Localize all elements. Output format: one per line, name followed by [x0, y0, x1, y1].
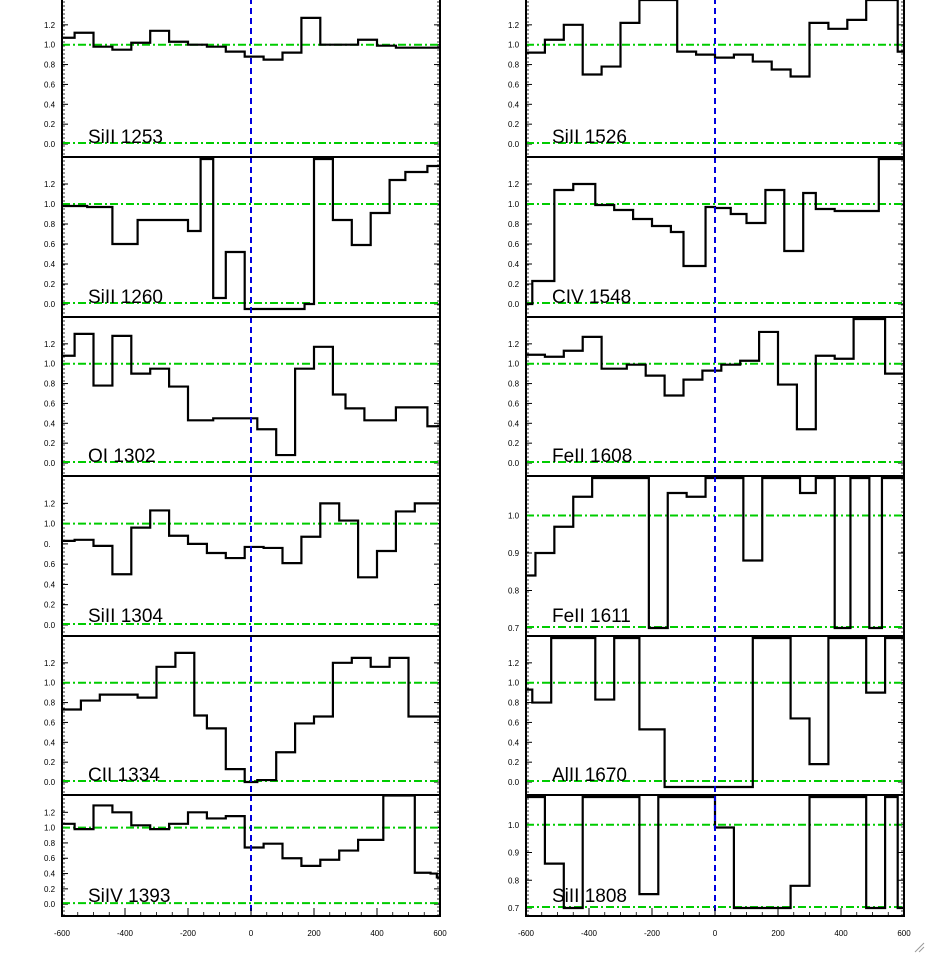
y-tick-label: 0.8: [508, 60, 520, 70]
panel-9: [508, 636, 904, 795]
x-tick-label: 400: [834, 929, 848, 938]
y-tick-label: 0.8: [44, 379, 56, 389]
x-tick-label: -600: [53, 929, 71, 938]
x-tick-label: 600: [897, 929, 911, 938]
y-tick-label: 0.0: [44, 778, 56, 788]
y-tick-label: 0.8: [44, 698, 56, 708]
ion-label: OI 1302: [88, 446, 156, 467]
y-tick-label: 0.4: [508, 419, 520, 429]
y-tick-label: 0.6: [508, 80, 520, 90]
y-tick-label: 0.8: [508, 586, 520, 596]
ion-label: CII 1334: [88, 765, 160, 786]
panel-0: [44, 0, 440, 157]
y-tick-label: 1.0: [44, 359, 56, 369]
x-tick-label: -400: [116, 929, 134, 938]
y-tick-label: 0.0: [508, 778, 520, 788]
y-tick-label: 1.0: [44, 823, 56, 833]
x-tick-label: 200: [307, 929, 321, 938]
y-tick-label: 0.6: [44, 718, 56, 728]
y-tick-label: 1.0: [508, 820, 520, 830]
x-tick-label: -600: [517, 929, 535, 938]
y-tick-label: 1.2: [44, 658, 56, 668]
ion-label: SiII 1260: [88, 287, 163, 308]
x-tick-label: 0: [248, 929, 254, 938]
y-tick-label: 1.0: [508, 359, 520, 369]
y-tick-label: 0.6: [44, 80, 56, 90]
y-tick-label: 1.2: [508, 339, 520, 349]
y-tick-label: 1.0: [508, 200, 520, 209]
y-tick-label: 0.9: [508, 549, 520, 558]
panel-4: [44, 317, 440, 476]
panel-2: [44, 157, 440, 317]
y-tick-label: 0.6: [44, 240, 56, 249]
y-tick-label: 1.2: [508, 658, 520, 668]
y-tick-label: 0.4: [44, 100, 56, 110]
y-tick-label: 0.8: [508, 876, 520, 886]
y-tick-label: 0.2: [508, 120, 520, 130]
y-tick-label: 1.2: [508, 180, 520, 189]
y-tick-label: 0.0: [44, 300, 56, 309]
y-tick-label: 0.2: [44, 280, 56, 289]
y-tick-label: 1.2: [44, 499, 56, 509]
y-tick-label: 1.2: [44, 180, 56, 189]
ion-label: FeII 1608: [552, 446, 633, 467]
y-tick-label: 0.7: [508, 904, 520, 913]
y-tick-label: 0.6: [44, 854, 56, 864]
y-tick-label: 0.6: [508, 240, 520, 249]
y-tick-label: 0.7: [508, 624, 520, 633]
y-tick-label: 0.4: [508, 100, 520, 110]
y-tick-label: 0.4: [508, 260, 520, 269]
y-tick-label: 1.0: [508, 678, 520, 688]
y-tick-label: 0.0: [44, 620, 56, 630]
y-tick-label: 0.4: [44, 869, 56, 879]
y-tick-label: 0.2: [44, 600, 56, 610]
x-tick-label: -200: [179, 929, 197, 938]
y-tick-label: 0.4: [508, 738, 520, 748]
ion-label: SiII 1526: [552, 127, 627, 148]
y-tick-label: 0.8: [44, 220, 56, 229]
y-tick-label: 0.4: [44, 738, 56, 748]
y-tick-label: 1.0: [44, 519, 56, 529]
y-tick-label: 0.8: [508, 379, 520, 389]
ion-label: CIV 1548: [552, 287, 632, 308]
y-tick-label: 0.2: [44, 120, 56, 130]
y-tick-label: 0.: [44, 539, 51, 549]
panel-6: [44, 476, 440, 636]
y-tick-label: 1.0: [44, 200, 56, 209]
y-tick-label: 0.0: [508, 300, 520, 309]
y-tick-label: 0.0: [44, 459, 56, 469]
y-tick-label: 0.6: [44, 399, 56, 409]
y-tick-label: 0.0: [44, 900, 56, 910]
ion-label: AlII 1670: [552, 765, 627, 786]
panel-1: [508, 0, 904, 157]
y-tick-label: 0.0: [44, 140, 56, 150]
y-tick-label: 1.0: [508, 40, 520, 50]
y-tick-label: 0.6: [44, 560, 56, 570]
ion-label: SiII 1808: [552, 886, 627, 907]
y-tick-label: 0.2: [44, 884, 56, 894]
y-tick-label: 1.2: [508, 20, 520, 30]
y-tick-label: 0.4: [44, 260, 56, 269]
y-tick-label: 0.2: [508, 439, 520, 449]
ion-label: FeII 1611: [552, 606, 631, 627]
y-tick-label: 0.2: [508, 280, 520, 289]
x-tick-label: 400: [370, 929, 384, 938]
panel-10: [44, 795, 440, 916]
panel-3: [508, 157, 904, 317]
y-tick-label: 0.8: [508, 220, 520, 229]
panel-11: [508, 795, 904, 916]
y-tick-label: 0.0: [508, 459, 520, 469]
y-tick-label: 0.2: [508, 758, 520, 768]
x-tick-label: 0: [712, 929, 718, 938]
ion-label: SiII 1253: [88, 127, 163, 148]
y-tick-label: 0.9: [508, 848, 520, 858]
panel-7: [508, 476, 904, 636]
y-tick-label: 0.6: [508, 718, 520, 728]
y-tick-label: 1.2: [44, 20, 56, 30]
y-tick-label: 0.8: [44, 60, 56, 70]
x-tick-label: -200: [643, 929, 661, 938]
y-tick-label: 0.4: [44, 580, 56, 590]
y-tick-label: 1.0: [44, 40, 56, 50]
y-tick-label: 1.0: [508, 511, 520, 521]
panel-5: [508, 317, 904, 476]
panel-8: [44, 636, 440, 795]
y-tick-label: 0.8: [508, 698, 520, 708]
y-tick-label: 1.2: [44, 808, 56, 818]
ion-label: SiII 1304: [88, 606, 163, 627]
y-tick-label: 0.2: [44, 439, 56, 449]
y-tick-label: 0.4: [44, 419, 56, 429]
y-tick-label: 1.0: [44, 678, 56, 688]
y-tick-label: 1.2: [44, 339, 56, 349]
y-tick-label: 0.0: [508, 140, 520, 150]
resize-grip-icon[interactable]: [913, 941, 925, 953]
x-tick-label: 600: [433, 929, 447, 938]
x-tick-label: -400: [580, 929, 598, 938]
ion-label: SiIV 1393: [88, 886, 171, 907]
y-tick-label: 0.6: [508, 399, 520, 409]
y-tick-label: 0.2: [44, 758, 56, 768]
x-tick-label: 200: [771, 929, 785, 938]
y-tick-label: 0.8: [44, 838, 56, 848]
